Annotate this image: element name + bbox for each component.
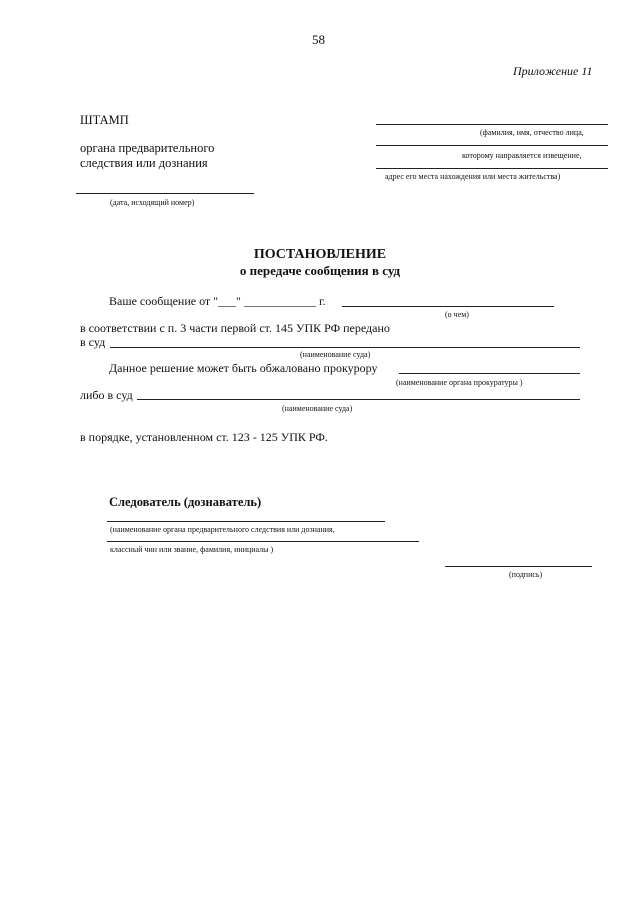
stamp-date-line: [76, 193, 254, 194]
or-court-label: либо в суд: [80, 388, 133, 402]
page-number: 58: [312, 32, 325, 47]
or-court-line: [137, 399, 580, 400]
signatory-caption-1: (наименование органа предварительного следствия или дознания,: [110, 525, 335, 534]
stamp-org-line1: органа предварительного: [80, 141, 215, 155]
prosecutor-line: [399, 373, 580, 374]
recipient-line-3: [376, 168, 608, 169]
to-court-label: в суд: [80, 335, 106, 349]
recipient-caption-3: адрес его места нахождения или места жительства): [385, 172, 561, 181]
signatory-rank-line: [107, 541, 419, 542]
accordance-text: в соответствии с п. 3 части первой ст. 145 УПК РФ передано: [80, 321, 390, 335]
prosecutor-caption: (наименование органа прокуратуры ): [396, 378, 523, 387]
recipient-name-line: [376, 124, 608, 125]
court-caption-2: (наименование суда): [282, 404, 353, 413]
message-about-line: [342, 306, 554, 307]
signature-caption: (подпись): [509, 570, 543, 579]
about-caption: (о чем): [445, 310, 469, 319]
signature-line: [445, 566, 592, 567]
recipient-line-2: [376, 145, 608, 146]
recipient-caption-1: (фамилия, имя, отчество лица,: [480, 128, 584, 137]
court-caption: (наименование суда): [300, 350, 371, 359]
document-title: ПОСТАНОВЛЕНИЕ: [253, 247, 387, 262]
signatory-role: Следователь (дознаватель): [109, 495, 262, 509]
stamp-date-caption: (дата, исходящий номер): [110, 198, 195, 207]
document-subtitle: о передаче сообщения в суд: [239, 263, 401, 278]
stamp-org-line2: следствия или дознания: [80, 156, 208, 170]
signatory-caption-2: классный чин или звание, фамилия, инициалы ): [110, 545, 274, 554]
message-from-text: Ваше сообщение от "___" ____________ г.: [109, 294, 326, 308]
signatory-org-line: [107, 521, 385, 522]
procedure-text: в порядке, установленном ст. 123 - 125 УПК РФ.: [80, 430, 328, 444]
recipient-caption-2: которому направляется извещение,: [462, 151, 582, 160]
stamp-title: ШТАМП: [80, 113, 129, 127]
appendix-label: Приложение 11: [513, 64, 593, 78]
appeal-text: Данное решение может быть обжаловано прокурору: [109, 361, 378, 375]
court-name-line: [110, 347, 580, 348]
